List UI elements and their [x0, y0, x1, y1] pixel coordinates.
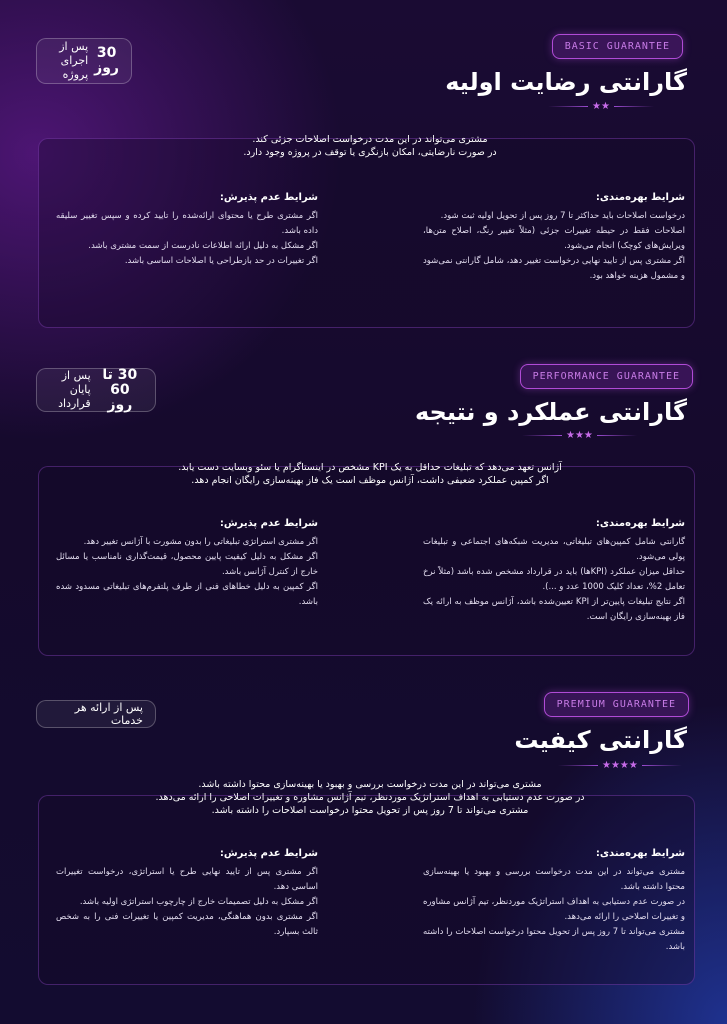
list-item: اصلاحات فقط در حیطه تغییرات جزئی (مثلاً تغییر رنگ، اصلاح متن‌ها، ویرایش‌های کوچک) انجام می‌شود. — [423, 226, 685, 251]
duration-number: 30 تا 60 روز — [102, 366, 138, 413]
premium-guarantee-badge: PREMIUM GUARANTEE — [544, 692, 689, 717]
card-intro: آژانس تعهد می‌دهد که تبلیغات حداقل به یک KPI مشخص در اینستاگرام یا سئو وبسایت دست یابد. اگر کمپین عملکرد ضعیفی داشت، آژانس موظف است یک فاز بهینه‌سازی رایگان انجام دهد. — [178, 462, 562, 486]
list-item: اگر مشکل به دلیل ارائه اطلاعات نادرست از سمت مشتری باشد. — [88, 241, 318, 251]
section-title: گارانتی عملکرد و نتیجه — [414, 398, 687, 426]
duration-number: 30 روز — [94, 45, 119, 76]
rating-stars — [558, 760, 682, 771]
star-icon: ★★★★ — [602, 760, 638, 771]
list-item: درخواست اصلاحات باید حداکثر تا 7 روز پس از تحویل اولیه ثبت شود. — [440, 211, 685, 221]
list-item: اگر تغییرات در حد بازطراحی یا اصلاحات اساسی باشد. — [124, 256, 318, 266]
list-item: حداقل میزان عملکرد (KPIها) باید در قرارداد مشخص شده باشد (مثلاً نرخ تعامل 2%، تعداد کلیک 1000 عدد و ...). — [423, 567, 685, 592]
duration-label: پس از پایان قرارداد — [58, 369, 91, 410]
list-item: مشتری می‌تواند در این مدت درخواست بررسی و بهبود یا بهینه‌سازی محتوا داشته باشد. — [423, 867, 685, 892]
list-item: اگر مشتری بدون هماهنگی، مدیریت کمپین یا تغییرات فنی را به شخص ثالث بسپارد. — [56, 912, 318, 937]
card-intro: مشتری می‌تواند در این مدت درخواست بررسی و بهبود یا بهینه‌سازی محتوا داشته باشد. در صورت عدم دستیابی به اهداف استراتژیک موردنظر، تیم آژانس مشاوره و تغییرات اصلاحی را ارائه می‌دهد. مشتری می‌تواند تا 7 روز پس از تحویل محتوا درخواست اصلاحات را داشته باشد. — [155, 779, 585, 816]
section-title: گارانتی رضایت اولیه — [445, 68, 687, 96]
duration-label: پس از ارائه هر خدمات — [74, 701, 143, 727]
star-icon: ★★★ — [566, 430, 593, 441]
star-icon: ★★ — [592, 101, 610, 112]
list-item: اگر نتایج تبلیغات پایین‌تر از KPI تعیین‌شده باشد، آژانس موظف به ارائه یک فاز بهینه‌سازی رایگان است. — [423, 597, 685, 622]
duration-label: پس از اجرای پروژه — [59, 40, 89, 81]
performance-guarantee-badge: PERFORMANCE GUARANTEE — [520, 364, 693, 389]
list-item: مشتری می‌تواند تا 7 روز پس از تحویل محتوا درخواست اصلاحات را داشته باشد. — [423, 927, 685, 952]
eligibility-title: شرایط بهره‌مندی: — [595, 518, 685, 529]
eligibility-title: شرایط بهره‌مندی: — [595, 192, 685, 203]
eligibility-title: شرایط بهره‌مندی: — [595, 848, 685, 859]
list-item: اگر کمپین به دلیل خطاهای فنی از طرف پلتفرم‌های تبلیغاتی مسدود شده باشد. — [56, 582, 318, 607]
eligibility-column — [423, 846, 685, 955]
list-item: اگر مشتری استراتژی تبلیغاتی را بدون مشورت با آژانس تغییر دهد. — [83, 537, 318, 547]
card-intro: مشتری می‌تواند در این مدت درخواست اصلاحات جزئی کند. در صورت نارضایتی، امکان بازنگری یا توقف در پروژه وجود دارد. — [243, 134, 497, 158]
list-item: در صورت عدم دستیابی به اهداف استراتژیک موردنظر، تیم آژانس مشاوره و تغییرات اصلاحی را ارائه می‌دهد. — [423, 897, 685, 922]
list-item: اگر مشتری طرح یا محتوای ارائه‌شده را تایید کرده و سپس تغییر سلیقه داده باشد. — [56, 211, 318, 236]
basic-guarantee-badge: BASIC GUARANTEE — [552, 34, 683, 59]
rejection-title: شرایط عدم پذیرش: — [219, 848, 318, 859]
rejection-title: شرایط عدم پذیرش: — [219, 518, 318, 529]
section-title: گارانتی کیفیت — [514, 726, 687, 754]
rejection-column — [56, 846, 318, 940]
list-item: اگر مشکل به دلیل کیفیت پایین محصول، قیمت‌گذاری نامناسب یا مسائل خارج از کنترل آژانس باشد. — [56, 552, 318, 577]
list-item: گارانتی شامل کمپین‌های تبلیغاتی، مدیریت شبکه‌های اجتماعی و تبلیغات پولی می‌شود. — [423, 537, 685, 562]
duration-pill — [36, 700, 156, 728]
rejection-title: شرایط عدم پذیرش: — [219, 192, 318, 203]
list-item: اگر مشتری پس از تایید نهایی طرح یا استراتژی، درخواست تغییرات اساسی دهد. — [56, 867, 318, 892]
list-item: اگر مشتری پس از تایید نهایی درخواست تغییر دهد، شامل گارانتی نمی‌شود و مشمول هزینه خواهد بود. — [423, 256, 685, 281]
list-item: اگر مشکل به دلیل تصمیمات خارج از چارچوب استراتژی اولیه باشد. — [79, 897, 318, 907]
